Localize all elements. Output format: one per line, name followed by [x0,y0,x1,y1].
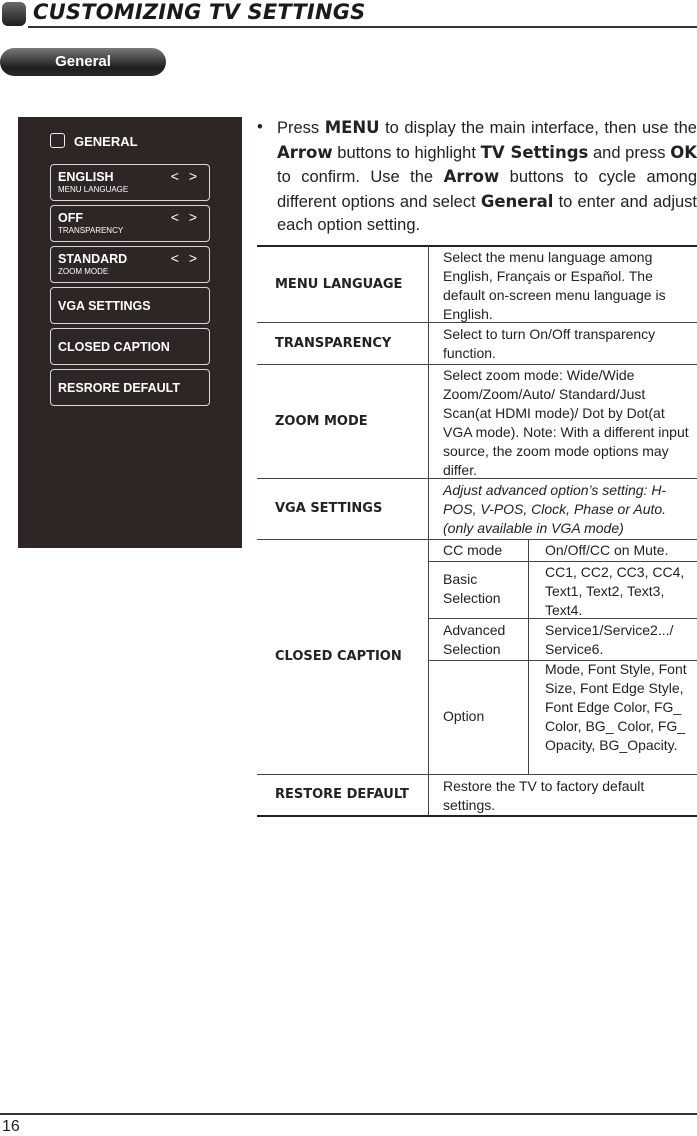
table-key-zoom-mode: ZOOM MODE [275,414,368,429]
table-key-restore-default: RESTORE DEFAULT [275,787,409,802]
table-key-vga-settings: VGA SETTINGS [275,501,383,516]
table-key-closed-caption: CLOSED CAPTION [275,649,402,664]
table-row-divider [257,539,697,540]
left-right-arrows-icon: < > [170,250,200,266]
tv-menu-item-value: ENGLISH [58,170,114,184]
table-bottom-rule [257,815,697,817]
table-desc-menu-language: Select the menu language among English, Français or Español. The default on-screen menu language is English. [443,249,666,322]
table-key-menu-language: MENU LANGUAGE [275,277,403,292]
cc-subrow-name: Basic Selection [443,571,501,606]
bullet-icon: • [257,118,263,136]
table-subcolumn-divider [528,539,529,774]
tv-menu-item-sublabel: ZOOM MODE [58,267,109,276]
tv-menu-item-vga-settings [50,287,210,324]
tv-menu-item-restore-default [50,369,210,406]
table-row-divider [257,364,697,365]
header-tv-icon [2,2,26,26]
page-title: CUSTOMIZING TV SETTINGS [33,0,366,24]
text-run: buttons to cycle among different options and select [277,168,697,211]
table-desc-vga-settings: Adjust advanced option’s setting: H-POS, V-POS, Clock, Phase or Auto. (only available in VGA mode) [443,482,667,536]
tv-menu-item-label: VGA SETTINGS [58,299,151,313]
table-desc-zoom-mode: Select zoom mode: Wide/Wide Zoom/Zoom/Auto/ Standard/Just Scan(at HDMI mode)/ Dot by Dot(at VGA mode). Note: With a different input source, the zoom mode options may differ. [443,367,689,478]
page-number: 16 [2,1118,20,1135]
keyword-arrow: Arrow [443,167,500,186]
keyword-ok: OK [670,142,697,162]
keyword-tv-settings: TV Settings [480,142,589,162]
tv-menu-item-closed-caption [50,328,210,365]
tv-menu-item-transparency [50,205,210,242]
cc-subrow-name: Option [443,708,485,724]
table-desc-transparency: Select to turn On/Off transparency function. [443,326,656,361]
text-run: to display the main interface, then use the [379,119,697,137]
instruction-paragraph [257,116,697,238]
text-run: and press [588,143,671,162]
tv-menu-item-label: RESRORE DEFAULT [58,381,180,395]
text-run: to enter and adjust each option setting. [277,192,697,234]
tv-menu-item-value: OFF [58,211,83,225]
cc-subrow-value: CC1, CC2, CC3, CC4, Text1, Text2, Text3, Text4. [545,564,685,618]
table-subrow-divider [428,561,697,562]
text-run: Press [277,119,325,137]
keyword-arrow: Arrow [277,142,333,162]
tv-menu-item-value: STANDARD [58,252,128,266]
table-row-divider [257,774,697,775]
left-right-arrows-icon: < > [170,209,200,225]
checkbox-icon [50,133,65,148]
tv-menu-item-zoom-mode [50,246,210,283]
table-top-rule [257,245,697,247]
text-run: to confirm. Use the [277,168,444,186]
tv-menu-title: GENERAL [74,134,138,149]
table-key-transparency: TRANSPARENCY [275,336,392,351]
table-desc-restore-default: Restore the TV to factory default settings. [443,778,645,813]
tv-menu-item-label: CLOSED CAPTION [58,340,170,354]
tv-menu-screenshot [18,117,242,548]
left-right-arrows-icon: < > [170,168,200,184]
table-column-divider [428,246,429,816]
keyword-menu: MENU [324,118,380,137]
text-run: buttons to highlight [332,143,481,162]
tv-menu-item-sublabel: MENU LANGUAGE [58,185,129,194]
cc-subrow-name: Advanced Selection [443,622,506,657]
tv-menu-item-sublabel: TRANSPARENCY [58,226,124,235]
header-rule [28,26,697,28]
keyword-general: General [480,191,554,211]
tv-menu-item-language [50,164,210,201]
cc-subrow-value: Mode, Font Style, Font Size, Font Edge Style, Font Edge Color, FG_ Color, BG_ Color, FG_ Opacity, BG_Opacity. [545,661,687,753]
cc-subrow-name: CC mode [443,542,503,558]
section-tab-general: General [0,48,166,76]
footer-rule [0,1113,697,1115]
cc-subrow-value: Service1/Service2.../ Service6. [545,622,674,657]
cc-subrow-value: On/Off/CC on Mute. [545,542,669,558]
